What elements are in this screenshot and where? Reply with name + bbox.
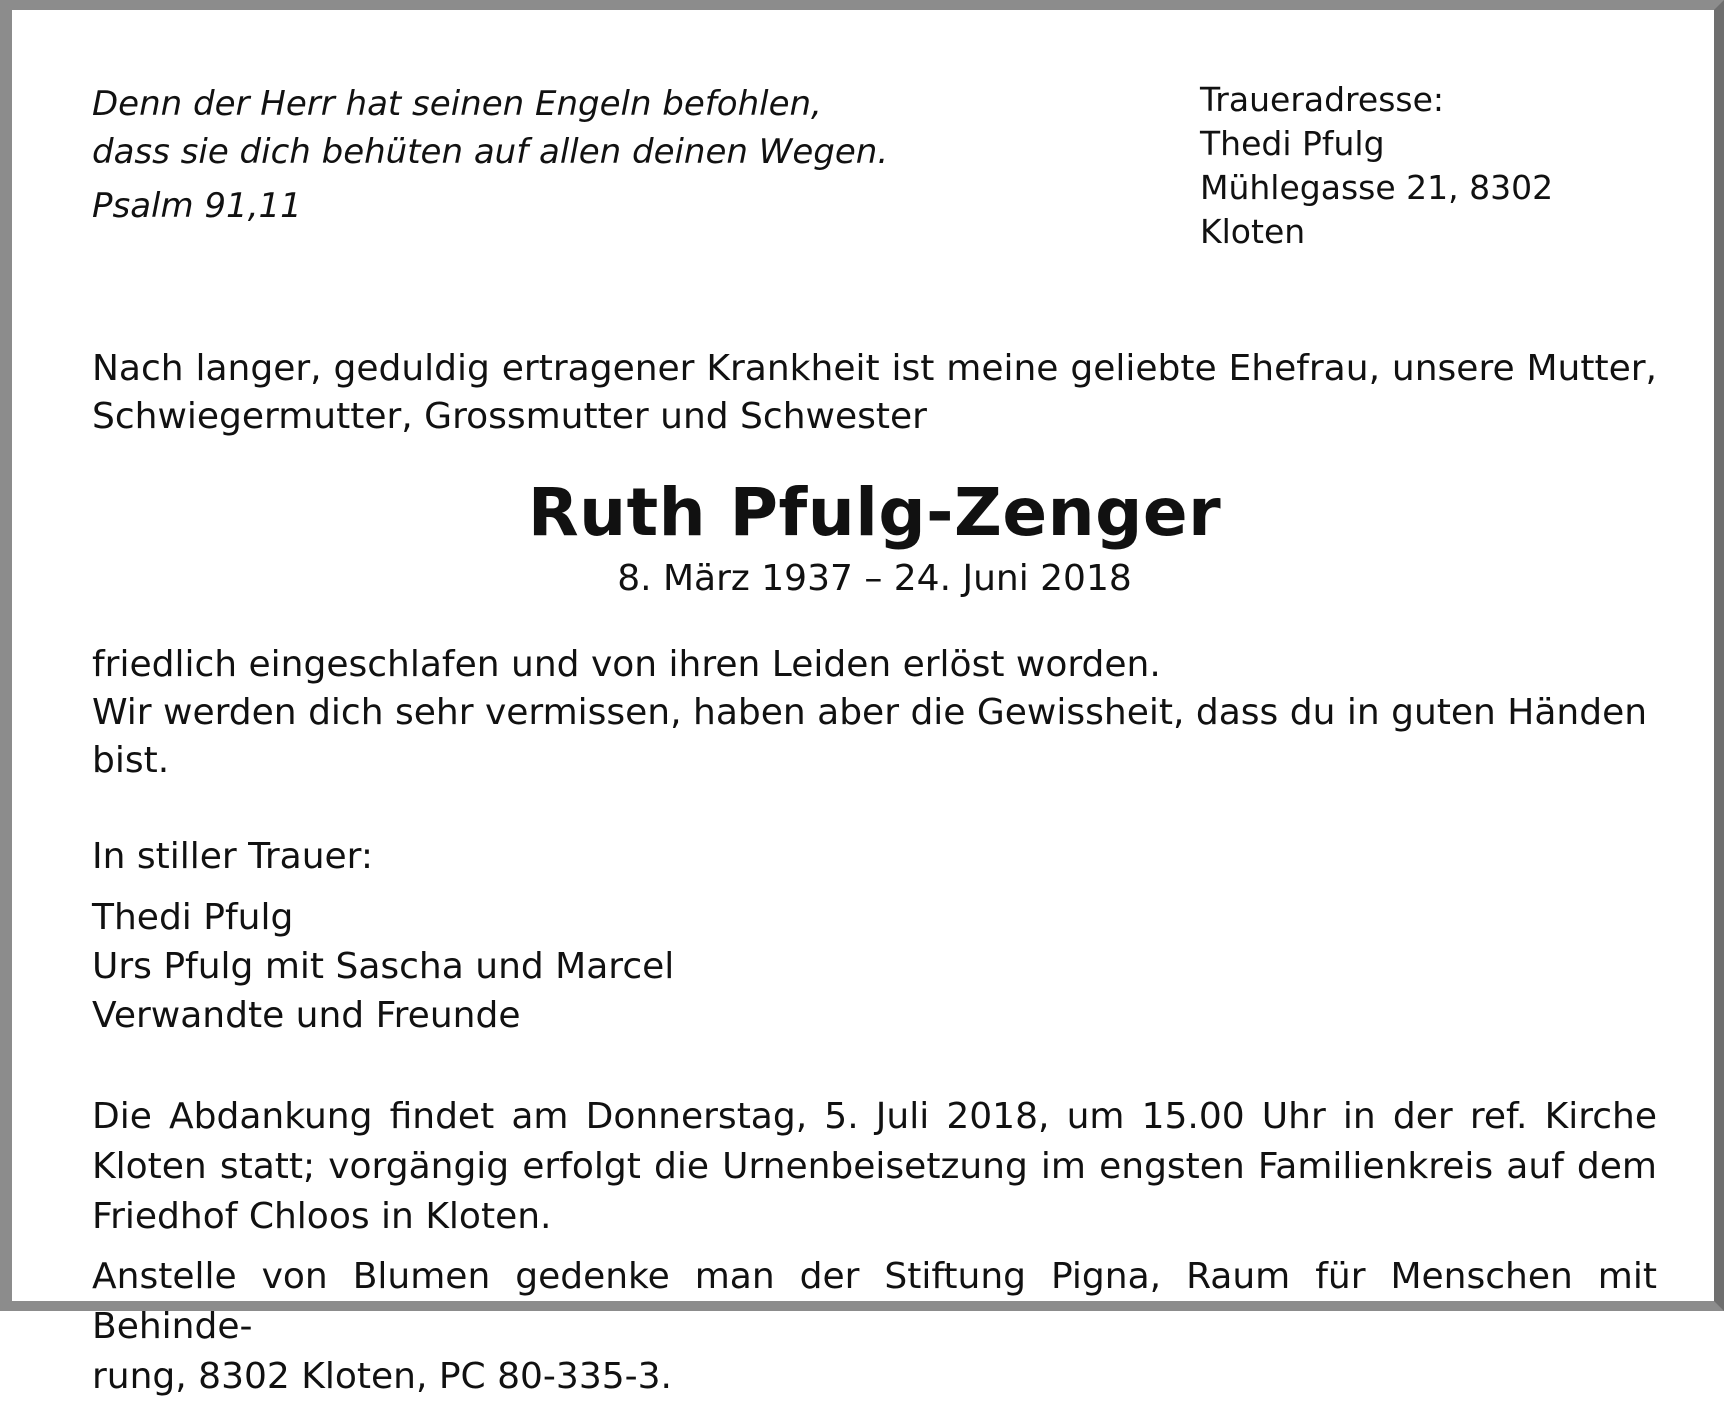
life-dates: 8. März 1937 – 24. Juni 2018: [617, 558, 1132, 599]
address-name: Thedi Pfulg: [1200, 124, 1385, 163]
ceremony-line-1: Die Abdankung findet am Donnerstag, 5. Juli 2018, um 15.00 Uhr in der ref. Kirche: [92, 1096, 1657, 1137]
mourner-name: Thedi Pfulg: [92, 897, 294, 938]
address-label: Traueradresse:: [1200, 80, 1445, 119]
mourners-list: [92, 893, 1657, 1040]
ceremony-text: [92, 1092, 1657, 1242]
header-row: [92, 80, 1657, 255]
verse-line-2: dass sie dich behüten auf allen deinen Wegen.: [92, 132, 889, 172]
verse-line-1: Denn der Herr hat seinen Engeln befohlen,: [92, 84, 822, 124]
ceremony-line-3: Friedhof Chloos in Kloten.: [92, 1196, 552, 1237]
mourning-address: [1200, 78, 1657, 254]
donation-line-2: rung, 8302 Kloten, PC 80-335-3.: [92, 1356, 672, 1397]
passage-line-2: Wir werden dich sehr vermissen, haben aber die Gewissheit, dass du in guten Händen bist.: [92, 692, 1648, 781]
passage-line-1: friedlich eingeschlafen und von ihren Leiden erlöst worden.: [92, 644, 1161, 685]
intro-text: [92, 345, 1657, 441]
address-street: Mühlegasse 21, 8302 Kloten: [1200, 168, 1554, 251]
deceased-name: Ruth Pfulg-Zenger: [527, 474, 1222, 551]
intro-line-2: Schwiegermutter, Grossmutter und Schwester: [92, 396, 927, 437]
mourner-name: Urs Pfulg mit Sascha und Marcel: [92, 946, 675, 987]
obituary-notice: [92, 80, 1657, 1402]
intro-line-1: Nach langer, geduldig ertragener Krankheit ist meine geliebte Ehefrau, unsere Mutter,: [92, 348, 1657, 389]
bible-verse: [92, 80, 888, 230]
donation-text: [92, 1252, 1657, 1402]
donation-line-1: Anstelle von Blumen gedenke man der Stiftung Pigna, Raum für Menschen mit Behinde-: [92, 1256, 1657, 1347]
passage-text: [92, 641, 1657, 785]
mourning-heading: In stiller Trauer:: [92, 836, 373, 877]
ceremony-line-2: Kloten statt; vorgängig erfolgt die Urnenbeisetzung im engsten Familienkreis auf dem: [92, 1146, 1657, 1187]
mourner-name: Verwandte und Freunde: [92, 995, 521, 1036]
verse-reference: Psalm 91,11: [92, 186, 302, 226]
